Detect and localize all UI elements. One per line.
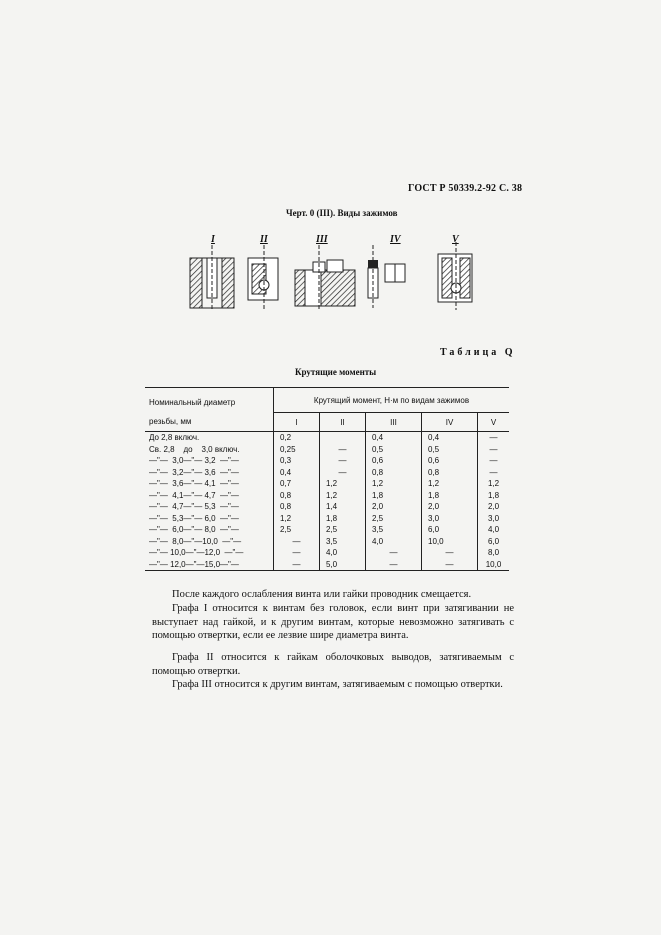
cell-col-2: 1,8	[320, 513, 366, 525]
table-title: Крутящие моменты	[295, 367, 377, 377]
torque-table	[145, 387, 509, 582]
cell-col-1: —	[274, 559, 320, 571]
col-header-v: V	[478, 413, 510, 432]
clamp-drawings	[180, 230, 480, 310]
cell-col-3: —	[366, 547, 422, 559]
cell-col-2: 2,5	[320, 524, 366, 536]
cell-col-3: 0,4	[366, 432, 422, 444]
cell-col-4: —	[422, 547, 478, 559]
cell-col-1: 0,3	[274, 455, 320, 467]
col-header-diameter	[145, 388, 274, 413]
cell-col-4: 0,6	[422, 455, 478, 467]
cell-col-1: 2,5	[274, 524, 320, 536]
cell-col-5: 4,0	[487, 525, 500, 534]
cell-col-5: —	[489, 444, 498, 454]
cell-col-4: 6,0	[422, 524, 478, 536]
cell-col-2: 5,0	[320, 559, 366, 571]
cell-col-3: 2,5	[366, 513, 422, 525]
cell-col-1: 0,2	[274, 432, 320, 444]
cell-col-3: 1,8	[366, 490, 422, 502]
clamp-type-iii-drawing	[295, 245, 355, 310]
col-header-diameter-unit: резьбы, мм	[145, 413, 274, 432]
cell-col-1: 1,2	[274, 513, 320, 525]
cell-col-4: 2,0	[422, 501, 478, 513]
cell-col-4: 10,0	[422, 536, 478, 548]
cell-col-3: 0,8	[366, 467, 422, 479]
cell-col-3: 2,0	[366, 501, 422, 513]
cell-col-5: 6,0	[487, 536, 500, 546]
cell-col-4: 1,2	[422, 478, 478, 490]
row-diameter: —"— 8,0—"—10,0 —"—	[145, 536, 274, 548]
figure-label-v: V	[452, 234, 459, 245]
cell-col-2: —	[320, 467, 366, 479]
page-header: ГОСТ Р 50339.2-92 С. 38	[408, 183, 523, 194]
cell-col-5: —	[489, 433, 498, 442]
cell-col-1: 0,4	[274, 467, 320, 479]
clamp-types-figure	[180, 230, 480, 310]
cell-col-5: 8,0	[487, 548, 500, 557]
figure-label-ii: II	[260, 234, 268, 245]
col-header-group: Крутящий момент, Н·м по видам зажимов	[274, 388, 510, 413]
table-row	[145, 547, 509, 559]
cell-col-1: 0,8	[274, 490, 320, 502]
col-header-iv: IV	[422, 413, 478, 432]
paragraph-3: Графа II относится к гайкам оболочковых выводов, затягиваемым с помощью отвертки.	[152, 652, 514, 677]
cell-col-1: 0,25	[274, 444, 320, 456]
col-header-i: I	[274, 413, 320, 432]
table-row	[145, 455, 509, 467]
row-diameter: —"— 5,3—"— 6,0 —"—	[145, 513, 274, 525]
table-row	[145, 432, 509, 444]
cell-col-4: 0,4	[422, 432, 478, 444]
cell-col-2	[320, 432, 366, 444]
cell-col-4: 0,8	[422, 467, 478, 479]
cell-col-3: 3,5	[366, 524, 422, 536]
cell-col-3: 0,6	[366, 455, 422, 467]
row-diameter: —"— 3,0—"— 3,2 —"—	[145, 455, 274, 467]
table-row	[145, 444, 509, 456]
cell-col-2: —	[320, 444, 366, 456]
cell-col-3: —	[366, 559, 422, 571]
cell-col-5: —	[489, 467, 498, 477]
table-row	[145, 559, 509, 571]
cell-col-5: —	[489, 456, 498, 465]
clamp-type-v-drawing	[438, 242, 472, 310]
cell-col-2: —	[320, 455, 366, 467]
clamp-type-iv-drawing	[368, 245, 405, 308]
figure-label-iv: IV	[390, 234, 401, 245]
clamp-type-ii-drawing	[248, 245, 278, 310]
table-row	[145, 501, 509, 513]
cell-col-4: —	[422, 559, 478, 571]
cell-col-4: 1,8	[422, 490, 478, 502]
row-diameter: —"— 4,7—"— 5,3 —"—	[145, 501, 274, 513]
paragraph-1: После каждого ослабления винта или гайки проводник смещается.	[172, 589, 472, 600]
table-row	[145, 524, 509, 536]
cell-col-5: 10,0	[478, 559, 510, 571]
row-diameter: —"— 4,1—"— 4,7 —"—	[145, 490, 274, 502]
cell-col-4: 3,0	[422, 513, 478, 525]
table-row	[145, 490, 509, 502]
cell-col-3: 0,5	[366, 444, 422, 456]
cell-col-5: 1,2	[487, 479, 500, 488]
table-label: Таблица Q	[440, 347, 516, 358]
figure-label-iii: III	[316, 234, 328, 245]
cell-col-1: —	[274, 536, 320, 548]
table-row	[145, 467, 509, 479]
row-diameter: —"— 10,0—"—12,0 —"—	[145, 547, 274, 559]
row-diameter: —"— 12,0—"—15,0—"—	[145, 559, 274, 571]
row-diameter: —"— 6,0—"— 8,0 —"—	[145, 524, 274, 536]
cell-col-4: 0,5	[422, 444, 478, 456]
cell-col-3: 4,0	[366, 536, 422, 548]
figure-caption: Черт. 0 (III). Виды зажимов	[286, 208, 398, 218]
row-diameter: До 2,8 включ.	[145, 432, 274, 444]
cell-col-1: —	[274, 547, 320, 559]
cell-col-2: 1,4	[320, 501, 366, 513]
cell-col-5: 2,0	[487, 502, 500, 511]
cell-col-2: 3,5	[320, 536, 366, 548]
row-diameter: —"— 3,2—"— 3,6 —"—	[145, 467, 274, 479]
table-row	[145, 513, 509, 525]
figure-label-i: I	[211, 234, 215, 245]
col-header-ii: II	[320, 413, 366, 432]
row-diameter: —"— 3,6—"— 4,1 —"—	[145, 478, 274, 490]
cell-col-2: 1,2	[320, 478, 366, 490]
cell-col-5: 3,0	[487, 513, 500, 523]
col-header-iii: III	[366, 413, 422, 432]
table-row	[145, 536, 509, 548]
table-row	[145, 478, 509, 490]
cell-col-3: 1,2	[366, 478, 422, 490]
col-header-diameter-1: Номинальный диаметр	[149, 398, 236, 407]
cell-col-5: 1,8	[487, 490, 500, 500]
paragraph-4: Графа III относится к другим винтам, затягиваемым с помощью отвертки.	[172, 679, 503, 690]
cell-col-2: 4,0	[320, 547, 366, 559]
clamp-type-i-drawing	[190, 245, 234, 310]
row-diameter: Св. 2,8 до 3,0 включ.	[145, 444, 274, 456]
cell-col-1: 0,7	[274, 478, 320, 490]
paragraph-2: Графа I относится к винтам без головок, если винт при затягивании не выступает над гайкой, и к другим винтам, которые невозможно затягивать с помощью отвертки, если ее лезвие шире диаметра винта.	[152, 603, 514, 641]
table-body	[145, 432, 509, 571]
cell-col-2: 1,2	[320, 490, 366, 502]
cell-col-1: 0,8	[274, 501, 320, 513]
